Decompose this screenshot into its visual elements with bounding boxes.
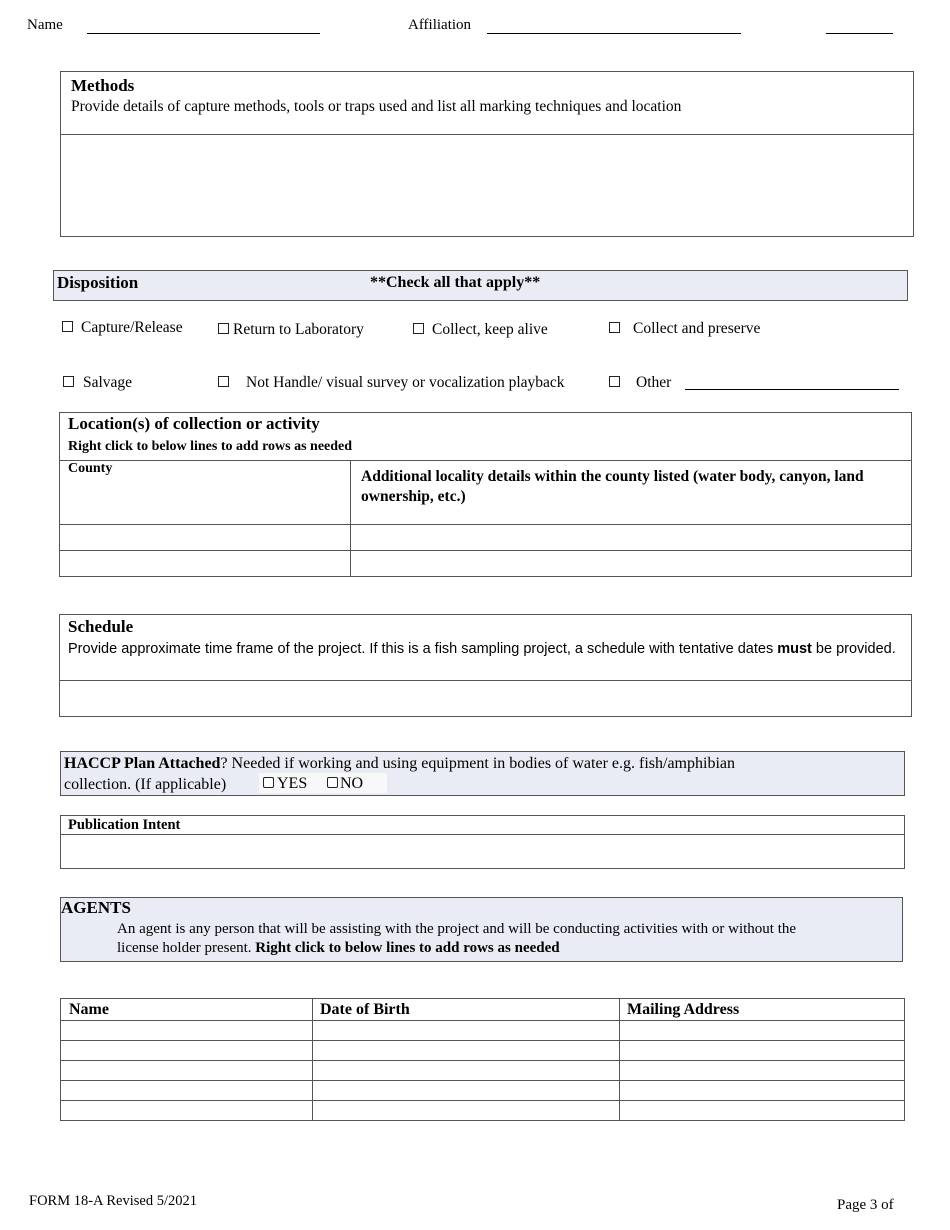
haccp-section	[60, 751, 905, 796]
col-address: Mailing Address	[620, 999, 905, 1021]
checkbox-icon[interactable]	[218, 376, 229, 387]
table-cell[interactable]	[620, 1041, 905, 1061]
table-cell[interactable]	[60, 551, 351, 577]
affiliation-field[interactable]	[487, 33, 741, 34]
table-row	[61, 1061, 905, 1081]
checkbox-icon[interactable]	[413, 323, 424, 334]
table-cell[interactable]	[313, 1081, 620, 1101]
table-row	[61, 1081, 905, 1101]
disposition-note: **Check all that apply**	[370, 274, 541, 291]
col-details: Additional locality details within the county listed (water body, canyon, land ownership, etc.)	[351, 461, 912, 525]
table-cell[interactable]	[61, 1081, 313, 1101]
agents-table	[60, 998, 905, 1121]
table-row	[61, 1021, 905, 1041]
disposition-title: Disposition	[57, 273, 139, 292]
checkbox-icon[interactable]	[218, 323, 229, 334]
haccp-yes-option[interactable]: YES	[263, 773, 307, 794]
affiliation-label: Affiliation	[408, 17, 472, 33]
haccp-no-option[interactable]: NO	[327, 773, 363, 794]
agents-section	[60, 897, 903, 962]
locations-table	[59, 412, 912, 577]
table-cell[interactable]	[313, 1061, 620, 1081]
schedule-section	[59, 614, 912, 717]
table-cell[interactable]	[313, 1101, 620, 1121]
table-cell[interactable]	[313, 1041, 620, 1061]
schedule-instructions: Provide approximate time frame of the project. If this is a fish sampling project, a schedule with tentative dates must be provided.	[68, 641, 896, 657]
checkbox-icon[interactable]	[62, 321, 73, 332]
table-cell[interactable]	[313, 1021, 620, 1041]
table-cell[interactable]	[61, 1061, 313, 1081]
table-row	[60, 525, 912, 551]
table-row	[61, 1041, 905, 1061]
table-cell[interactable]	[61, 1041, 313, 1061]
methods-section	[60, 71, 914, 237]
checkbox-icon[interactable]	[327, 777, 338, 788]
table-cell[interactable]	[61, 1101, 313, 1121]
table-cell[interactable]	[60, 525, 351, 551]
table-cell[interactable]	[61, 1021, 313, 1041]
page-label: Page 3 of	[837, 1197, 894, 1213]
methods-instructions: Provide details of capture methods, tools or traps used and list all marking techniques and location	[71, 98, 682, 115]
option-salvage[interactable]: Salvage	[63, 374, 132, 392]
table-cell[interactable]	[620, 1081, 905, 1101]
publication-title: Publication Intent	[68, 817, 181, 833]
table-row	[60, 551, 912, 577]
option-collect-and-preserve[interactable]: Collect and preserve	[609, 320, 760, 338]
option-not-handle[interactable]: Not Handle/ visual survey or vocalization playback	[218, 374, 565, 392]
col-dob: Date of Birth	[313, 999, 620, 1021]
name-field[interactable]	[87, 33, 320, 34]
table-cell[interactable]	[620, 1061, 905, 1081]
locations-subtitle: Right click to below lines to add rows as needed	[68, 439, 353, 454]
col-county: County	[60, 461, 351, 525]
checkbox-icon[interactable]	[609, 322, 620, 333]
publication-input-area[interactable]	[61, 834, 904, 869]
table-cell[interactable]	[620, 1021, 905, 1041]
methods-title: Methods	[71, 76, 135, 95]
agents-title: AGENTS	[61, 898, 131, 917]
name-label: Name	[27, 17, 63, 33]
checkbox-icon[interactable]	[63, 376, 74, 387]
checkbox-icon[interactable]	[263, 777, 274, 788]
table-cell[interactable]	[620, 1101, 905, 1121]
schedule-input-area[interactable]	[60, 680, 911, 717]
table-row	[61, 1101, 905, 1121]
option-other[interactable]: Other	[609, 374, 671, 392]
option-collect-keep-alive[interactable]: Collect, keep alive	[413, 321, 548, 339]
option-capture-release[interactable]: Capture/Release	[62, 319, 183, 337]
checkbox-icon[interactable]	[609, 376, 620, 387]
haccp-options	[259, 773, 387, 793]
publication-section	[60, 815, 905, 869]
agents-text-line2: license holder present. Right click to below lines to add rows as needed	[117, 940, 560, 956]
schedule-title: Schedule	[68, 617, 134, 636]
locations-title: Location(s) of collection or activity	[68, 414, 320, 433]
haccp-text-line2: collection. (If applicable)	[64, 776, 227, 793]
form-label: FORM 18-A Revised 5/2021	[29, 1193, 197, 1209]
haccp-text-line1: HACCP Plan Attached? Needed if working and using equipment in bodies of water e.g. fish/amphibian	[64, 755, 735, 772]
locations-header	[60, 413, 912, 461]
other-field[interactable]	[685, 389, 899, 390]
blank-field[interactable]	[826, 33, 893, 34]
agents-text-line1: An agent is any person that will be assisting with the project and will be conducting activities with or without the	[117, 921, 797, 937]
option-return-to-laboratory[interactable]: Return to Laboratory	[218, 321, 364, 339]
table-cell[interactable]	[351, 525, 912, 551]
methods-input-area[interactable]	[61, 134, 913, 236]
disposition-header	[53, 270, 908, 301]
table-cell[interactable]	[351, 551, 912, 577]
col-name: Name	[61, 999, 313, 1021]
